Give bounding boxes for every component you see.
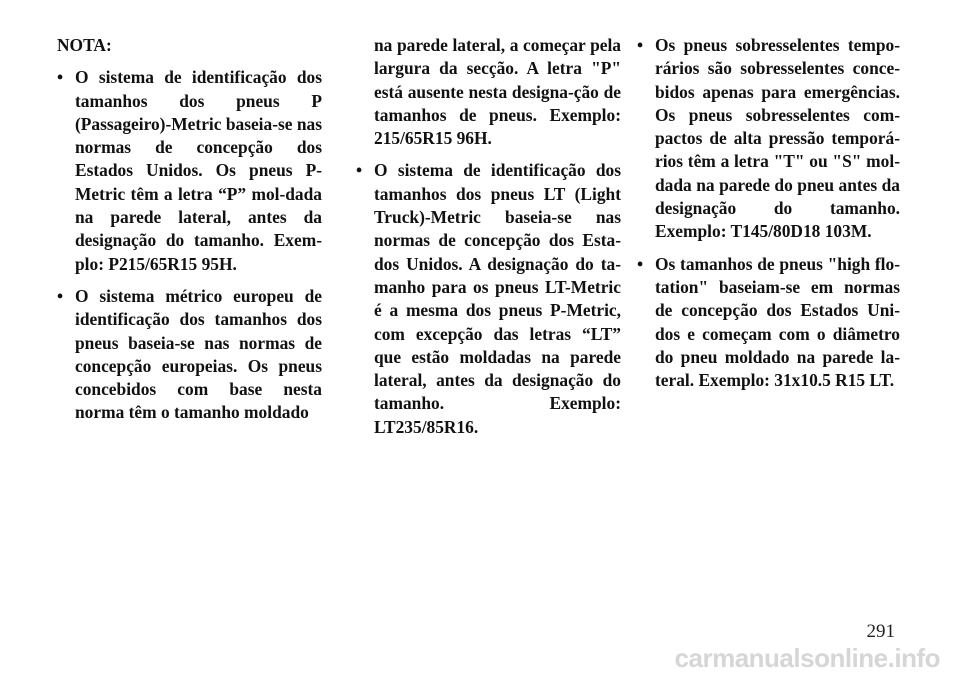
bullet-text: Os pneus sobresselentes tempo-rários são sobresselentes conce-bidos apenas para emergências. Os pneus sobresselentes com-pactos de alta pressão temporá-rios têm a letra "T" ou "S" mol-dada na parede do pneu antes da designação do tamanho. Exemplo: T145/80D18 103M.: [655, 35, 900, 242]
bullet-dot: •: [57, 285, 64, 306]
bullet-text: O sistema métrico europeu de identificação dos tamanhos dos pneus baseia-se nas normas de concepção europeias. Os pneus concebidos com base nesta norma têm o tamanho moldado: [75, 285, 322, 423]
bullet-item-euro-metric: [57, 285, 322, 425]
note-title: NOTA:: [57, 35, 112, 55]
bullet-item-temporary-spare: [637, 34, 900, 244]
column-right: [637, 34, 900, 401]
bullet-item-p-metric: [57, 66, 322, 276]
bullet-item-high-flotation: [637, 253, 900, 393]
bullet-text: O sistema de identificação dos tamanhos dos pneus LT (Light Truck)-Metric baseia-se nas normas de concepção dos Esta-dos Unidos. A designação do ta-manho para os pneus LT-Metric é a mesma dos pneus P-Metric, com excepção das letras “LT” que estão moldadas na parede lateral, antes da designação do tamanho. Exemplo: LT235/85R16.: [374, 160, 621, 437]
bullet-text: O sistema de identificação dos tamanhos dos pneus P (Passageiro)-Metric baseia-se nas normas de concepção dos Estados Unidos. Os pneus P-Metric têm a letra “P” mol-dada na parede lateral, antes da designação do tamanho. Exem-plo: P215/65R15 95H.: [75, 67, 322, 274]
bullet-dot: •: [57, 67, 64, 88]
bullet-dot: •: [637, 35, 644, 55]
continuation-text: na parede lateral, a começar pela largura da secção. A letra "P" está ausente nesta designa-ção de tamanhos de pneus. Exemplo: 215/65R15 96H.: [374, 35, 621, 149]
bullet-text: Os tamanhos de pneus "high flo-tation" baseiam-se em normas de concepção dos Estados Uni-dos e começam com o diâmetro do pneu moldado na parede la-teral. Exemplo: 31x10.5 R15 LT.: [655, 253, 900, 391]
column-middle: [356, 34, 621, 448]
column-left: [57, 34, 322, 434]
watermark-text: carmanualsonline.info: [674, 643, 940, 673]
bullet-dot: •: [637, 253, 644, 274]
bullet-dot: •: [356, 160, 363, 181]
bullet-item-lt-metric: [356, 159, 621, 439]
page-number: 291: [866, 621, 895, 642]
